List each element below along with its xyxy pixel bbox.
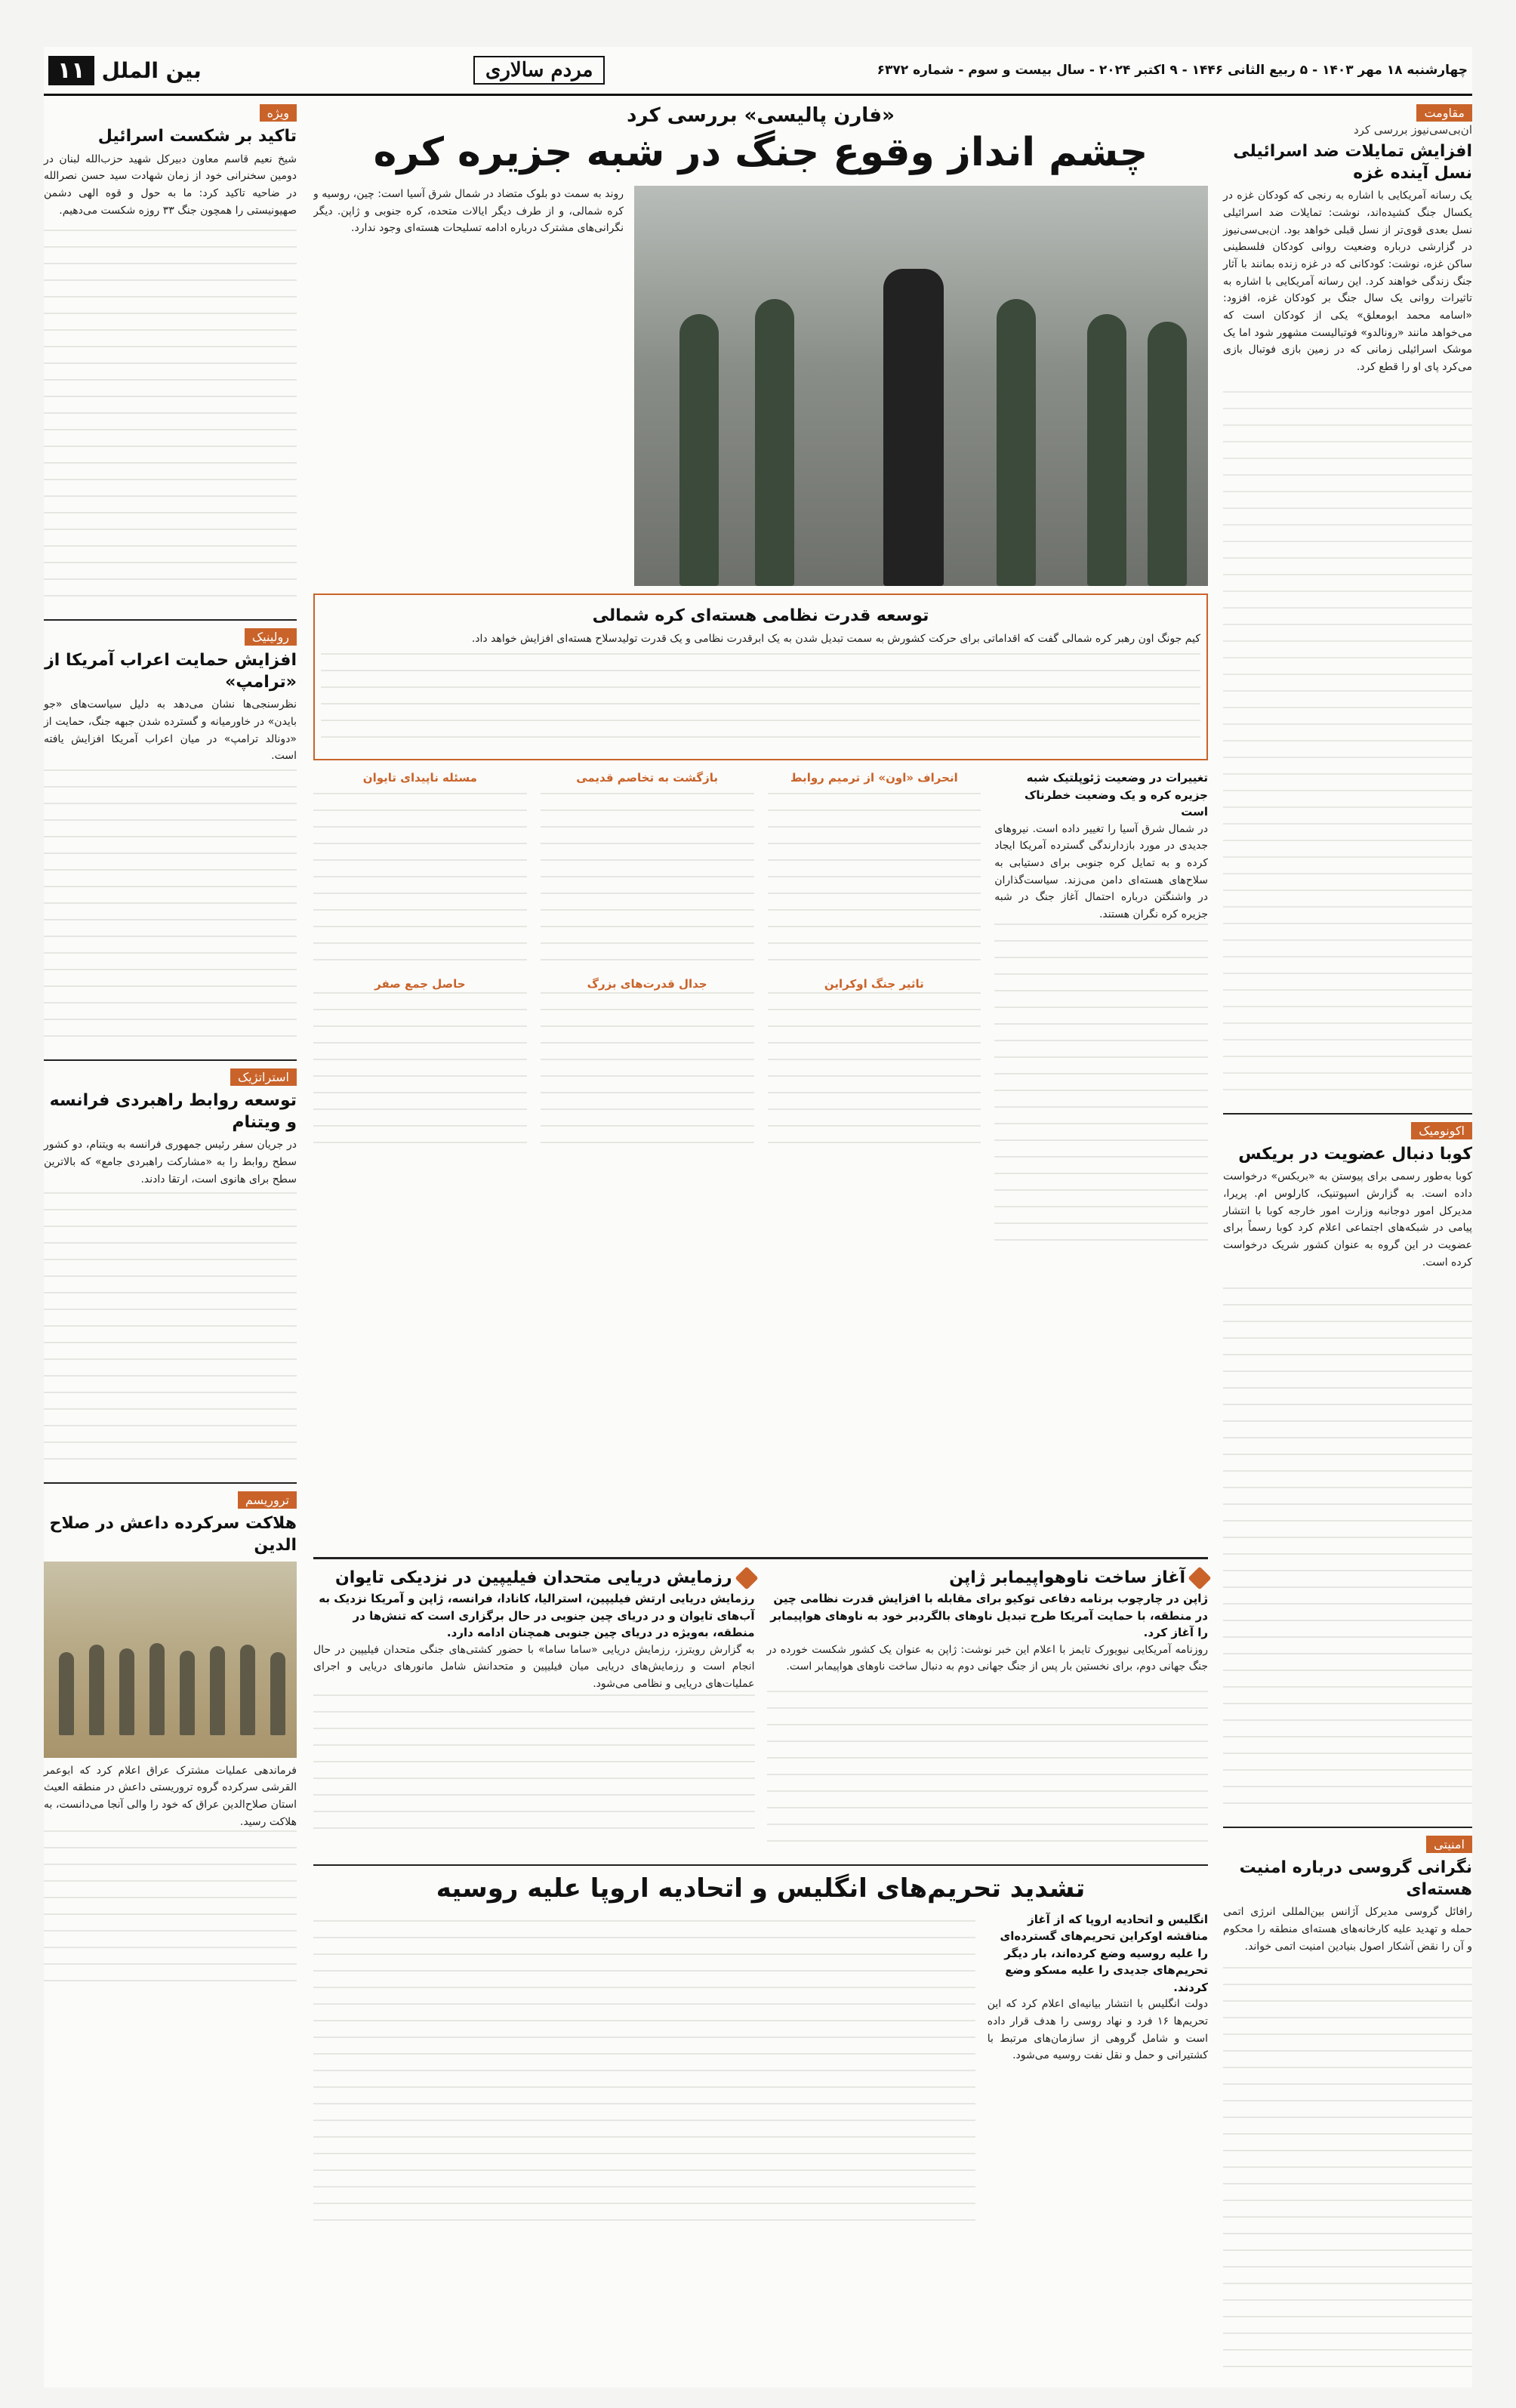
- story-continuation: [44, 1188, 297, 1475]
- column-body: در شمال شرق آسیا را تغییر داده است. نیروهای جدیدی در مورد بازدارندگی گسترده آمریکا ایجاد کرده و به تمایل کره جنوبی برای دستیابی به سلاح‌های هسته‌ای دامن می‌زند. سیاست‌گذاران در واشنگتن درباره احتمال آغاز جنگ در شبه جزیره کره نگران هستند.: [994, 822, 1208, 921]
- photo-figure: [149, 1643, 165, 1735]
- story-continuation: [1223, 381, 1472, 1105]
- issue-date: چهارشنبه ۱۸ مهر ۱۴۰۳ - ۵ ربیع الثانی ۱۴۴۶ - ۹ اکتبر ۲۰۲۴ - سال بیست و سوم - شماره ۶۳۷۲: [877, 63, 1468, 78]
- left-column: [44, 104, 297, 1996]
- story-continuation: [44, 1830, 297, 1996]
- story-title: رزمایش دریایی متحدان فیلیپین در نزدیکی تایوان: [334, 1568, 732, 1587]
- newspaper-page: [44, 47, 1472, 2388]
- story-title: تشدید تحریم‌های انگلیس و اتحادیه اروپا علیه روسیه: [436, 1873, 1086, 1904]
- story-philippines: [313, 1565, 755, 1857]
- lead-row: [313, 186, 1208, 586]
- bottom-row-1: [313, 1565, 1208, 1857]
- column-continuation: [994, 923, 1208, 1256]
- sanctions-columns: [313, 1911, 1208, 2236]
- story-body: روزنامه آمریکایی نیویورک تایمز با اعلام این خبر نوشت: ژاپن به عنوان یک کشور شکست خورده در جنگ جهانی دوم، برای نخستین بار پس از جنگ جهانی دوم به دنبال ساخت ناوهای هواپیمابر است.: [766, 1643, 1208, 1673]
- story-title: تاکید بر شکست اسرائیل: [97, 127, 297, 146]
- photo-figure: [89, 1645, 104, 1735]
- story-continuation: [767, 1676, 1209, 1857]
- subhead: تغییرات در وضعیت ژئوپلتیک شبه جزیره کره و یک وضعیت خطرناک است: [1025, 771, 1208, 819]
- story-continuation: [313, 1693, 755, 1844]
- photo-figure: [883, 269, 944, 586]
- story-continuation: [44, 219, 297, 612]
- text-column: [313, 769, 527, 1256]
- subhead: تاثیر جنگ اوکراین: [824, 976, 924, 991]
- story-continuation: [44, 765, 297, 1052]
- divider: [1223, 1113, 1472, 1115]
- photo-figure: [59, 1652, 74, 1735]
- subhead: بازگشت به تخاصم قدیمی: [576, 771, 719, 785]
- kicker-security: امنیتی: [1426, 1836, 1472, 1853]
- photo-figure: [270, 1652, 285, 1735]
- story-sanctions: [313, 1873, 1208, 2236]
- divider: [44, 1059, 297, 1061]
- story-title: هلاکت سرکرده داعش در صلاح الدین: [49, 1514, 297, 1555]
- kicker-economic: اکونومیک: [1411, 1122, 1472, 1139]
- story-body: کوبا به‌طور رسمی برای پیوستن به «بریکس» درخواست داده است. به گزارش اسپوتنیک، کارلوس ام. پریرا، مدیرکل امور دوجانبه وزارت امور خارجه کوبا با انتشار پیامی در شبکه‌های اجتماعی اعلام کرد کوبا رسماً برای عضویت در این گروه به عنوان کشور شریک درخواست کرده است.: [1223, 1170, 1472, 1269]
- photo-figure: [240, 1645, 255, 1735]
- photo-figure: [1087, 314, 1126, 586]
- story-japan: [767, 1565, 1209, 1857]
- nuclear-box: [313, 594, 1208, 760]
- section-title: بین الملل: [101, 57, 202, 83]
- bottom-band: [313, 1557, 1208, 2236]
- subhead: انحراف «اون» از ترمیم روابط: [790, 771, 958, 785]
- main-headline: چشم انداز وقوع جنگ در شبه جزیره کره: [373, 130, 1148, 175]
- kicker-terrorism: تروریسم: [238, 1491, 297, 1509]
- story-continuation: [1223, 1959, 1472, 2382]
- section-header: [48, 56, 202, 85]
- photo-figure: [755, 299, 794, 586]
- text-column: [988, 1911, 1208, 2236]
- kicker-special: ویژه: [260, 104, 297, 122]
- section-marker-icon: [735, 1566, 758, 1589]
- column-continuation: [313, 787, 527, 976]
- headline-kicker: «فارن پالیسی» بررسی کرد: [627, 104, 895, 127]
- story-title: افزایش حمایت اعراب آمریکا از «ترامپ»: [45, 651, 297, 692]
- subhead: حاصل جمع صفر: [374, 976, 466, 991]
- column-continuation: [313, 992, 527, 1158]
- story-title: نگرانی گروسی درباره امنیت هسته‌ای: [1239, 1858, 1472, 1899]
- box-body: کیم جونگ اون رهبر کره شمالی گفت که اقداماتی برای حرکت کشورش به سمت تبدیل شدن به یک ابرقدرت نظامی و یک قدرت تولیدسلاح هسته‌ای افزایش خواهد داد.: [471, 632, 1200, 645]
- column-continuation: [541, 787, 754, 976]
- story-body: رافائل گروسی مدیرکل آژانس بین‌المللی انرژی اتمی حمله و تهدید علیه کارخانه‌های هسته‌ای منطقه را محکوم و آن را نقض آشکار اصول بنیادین امنیت اتمی خواند.: [1223, 1906, 1472, 1953]
- text-column: [768, 769, 981, 1256]
- subhead: مسئله ناپیدای تایوان: [362, 771, 477, 785]
- story-body: به گزارش رویترز، رزمایش دریایی «ساما ساما» با حضور کشتی‌های جنگی متحدان فیلیپین در حال انجام است و رزمایش‌های دریایی میان فیلیپین و متحدانش شامل مانورهای دریایی و اجرای عملیات‌های دریایی و نظامی می‌شود.: [313, 1643, 755, 1690]
- masthead: [44, 47, 1472, 96]
- divider: [44, 1482, 297, 1484]
- story-title: افزایش تمایلات ضد اسرائیلی نسل آینده غزه: [1233, 142, 1472, 183]
- desert-photo: [44, 1562, 297, 1758]
- text-column: [541, 769, 754, 1256]
- lead-body: روند به سمت دو بلوک متضاد در شمال شرق آسیا است: چین، روسیه و کره شمالی، و از طرف دیگر ایالات متحده، کره جنوبی و ژاپن. دیگر نگرانی‌های مشترک درباره ادامه تسلیحات هسته‌ای وجود ندارد.: [313, 188, 624, 235]
- text-column: [994, 769, 1208, 1256]
- box-title: توسعه قدرت نظامی هسته‌ای کره شمالی: [592, 606, 929, 625]
- kicker-politics: رولینیک: [245, 628, 297, 646]
- story-body: در جریان سفر رئیس جمهوری فرانسه به ویتنام، دو کشور سطح روابط را به «مشارکت راهبردی جامع» که بالاترین سطح برای هانوی است، ارتقا دادند.: [44, 1139, 297, 1186]
- page-number: ۱۱: [48, 56, 94, 85]
- story-continuation: [1223, 1275, 1472, 1819]
- box-continuation: [321, 647, 1200, 753]
- story-continuation: [313, 1911, 975, 2236]
- photo-figure: [679, 314, 719, 586]
- body-columns: [313, 769, 1208, 1256]
- story-title: آغاز ساخت ناوهواپیمابر ژاپن: [949, 1568, 1185, 1587]
- story-title: کوبا دنبال عضویت در بریکس: [1238, 1144, 1472, 1164]
- column-continuation: [768, 787, 981, 976]
- story-subtitle: ان‌بی‌سی‌نیوز بررسی کرد: [1353, 123, 1472, 137]
- photo-figure: [210, 1646, 225, 1735]
- story-body: دولت انگلیس با انتشار بیانیه‌ای اعلام کرد که این تحریم‌ها ۱۶ فرد و نهاد روسی را هدف قرار داده است و شامل گروهی از سازمان‌های مرتبط با کشتیرانی و حمل و نقل نفت روسیه می‌شود.: [987, 1998, 1208, 2062]
- story-body: یک رسانه آمریکایی با اشاره به رنجی که کودکان غزه در یکسال جنگ کشیده‌اند، نوشت: تمایلات ضد اسرائیلی نسل بعدی قوی‌تر از نسل قبلی خواهد بود. ان‌بی‌سی‌نیوز در گزارشی درباره وضعیت روانی کودکان فلسطینی ساکن غزه، نوشت: کودکانی که در غزه زنده بمانند با آثار جنگ زندگی خواهند کرد. این رسانه آمریکایی با اشاره به تاثیرات روانی یک سال جنگ بر کودکان غزه، افزود: «اسامه محمد ابومعلق» یکی از کودکان است که می‌خواهد مانند «رونالدو» فوتبالیست مشهور شود اما یک موشک اسرائیلی زمانی که در زمین بازی فوتبال بازی می‌کرد پای او را قطع کرد.: [1223, 190, 1472, 373]
- story-body: شیخ نعیم قاسم معاون دبیرکل شهید حزب‌الله لبنان در دومین سخنرانی خود از زمان شهادت سید حسن نصرالله در ضاحیه تاکید کرد: ما به حول و قوه الهی دشمن صهیونیستی را همچون جنگ ۳۳ روزه شکست می‌دهیم.: [44, 153, 297, 217]
- subhead: جدال قدرت‌های بزرگ: [587, 976, 707, 991]
- divider: [44, 619, 297, 621]
- story-body: نظرسنجی‌ها نشان می‌دهد به دلیل سیاست‌های «جو بایدن» در خاورمیانه و گسترده شدن جبهه جنگ، حمایت از «دونالد ترامپ» در میان اعراب آمریکا افزایش یافته است.: [44, 698, 297, 763]
- story-body: فرماندهی عملیات مشترک عراق اعلام کرد که ابوعمر القرشی سرکرده گروه تروریستی داعش در منطقه العیث استان صلاح‌الدین عراق که خود را والی آنجا می‌دانست، به هلاکت رسید.: [44, 1764, 297, 1828]
- story-lead: انگلیس و اتحادیه اروپا که از آغاز مناقشه اوکراین تحریم‌های گسترده‌ای را علیه روسیه وضع کرده‌اند، بار دیگر تحریم‌های جدیدی را علیه مسکو وضع کردند.: [1000, 1912, 1208, 1994]
- photo-figure: [997, 299, 1036, 586]
- section-marker-icon: [1188, 1566, 1211, 1589]
- photo-figure: [1148, 322, 1187, 586]
- lead-photo: [634, 186, 1208, 586]
- photo-figure: [119, 1648, 134, 1735]
- divider: [313, 1864, 1208, 1866]
- divider: [1223, 1827, 1472, 1828]
- newspaper-logo: مردم سالاری: [473, 56, 605, 85]
- column-continuation: [541, 992, 754, 1158]
- kicker-strategic: استراتژیک: [230, 1068, 297, 1086]
- kicker-resistance: مقاومت: [1416, 104, 1472, 122]
- story-lead: ژاپن در چارچوب برنامه دفاعی توکیو برای مقابله با افزایش قدرت نظامی چین در منطقه، با حمایت آمریکا طرح تبدیل ناوهای بالگردبر خود به ناوهای هواپیمابر را آغاز کرد.: [770, 1592, 1208, 1639]
- photo-figure: [180, 1651, 195, 1735]
- right-column: [1223, 104, 1472, 2382]
- column-continuation: [768, 992, 981, 1158]
- story-title: توسعه روابط راهبردی فرانسه و ویتنام: [49, 1091, 297, 1132]
- story-lead: رزمایش دریایی ارتش فیلیپین، استرالیا، کانادا، فرانسه، ژاپن و آمریکا نزدیک به آب‌های تایوان و در دریای چین جنوبی در حال برگزاری است که تنش‌ها در منطقه، به‌ویژه در دریای چین جنوبی همچنان ادامه دارد.: [319, 1592, 755, 1639]
- center-column: [313, 104, 1208, 1256]
